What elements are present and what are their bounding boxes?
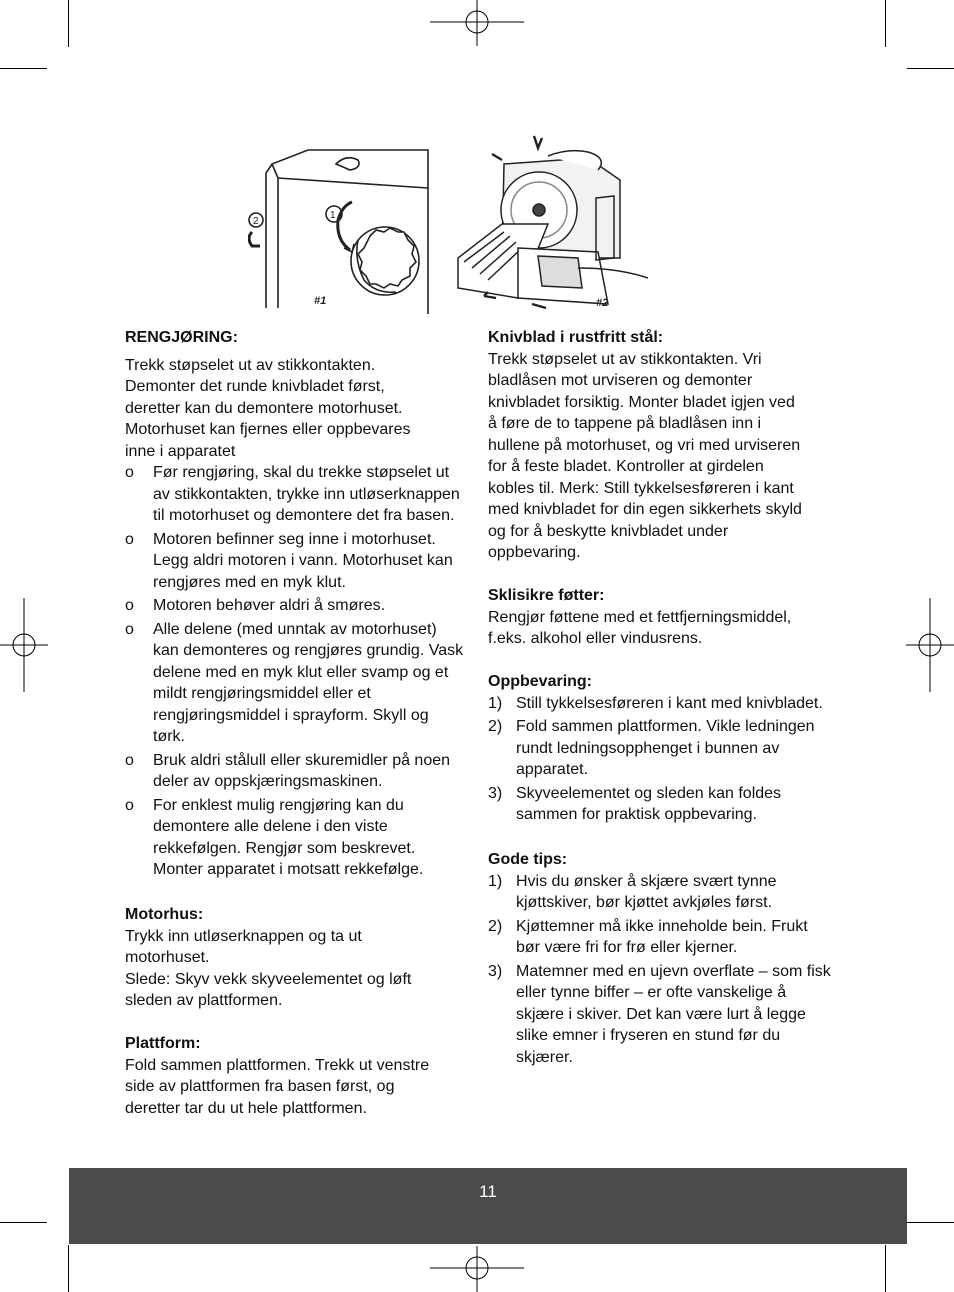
list-item-text: Skyveelementet og sleden kan foldes sammen for praktisk oppbevaring. bbox=[516, 784, 782, 823]
knivblad-line: kobles til. Merk: Still tykkelsesføreren i kant bbox=[488, 479, 794, 497]
sklisikre-line: f.eks. alkohol eller vindusrens. bbox=[488, 630, 703, 647]
list-number: 3) bbox=[488, 784, 503, 802]
motor-housing-drawing bbox=[249, 150, 428, 314]
knivblad-line: bladlåsen mot urviseren og demonter bbox=[488, 372, 753, 389]
list-item-text: For enklest mulig rengjøring kan du demontere alle delene i den viste rekkefølgen. Rengjør som beskrevet. Monter apparatet i motsatt rekkefølge. bbox=[153, 796, 424, 878]
motorhus-line: motorhuset. bbox=[125, 949, 210, 966]
rengjoring-intro-line: Motorhuset kan fjernes eller oppbevares bbox=[125, 421, 411, 438]
list-item bbox=[488, 693, 833, 715]
list-item bbox=[488, 871, 833, 914]
page-footer bbox=[69, 1168, 907, 1244]
knivblad-line: oppbevaring. bbox=[488, 544, 581, 561]
knivblad-line: med knivbladet for din egen sikkerhets skyld bbox=[488, 501, 802, 518]
bullet-marker: o bbox=[125, 751, 134, 769]
list-item-text: Motoren befinner seg inne i motorhuset. Legg aldri motoren i vann. Motorhuset kan rengjøres med en myk klut. bbox=[153, 530, 453, 591]
list-item-text: Matemner med en ujevn overflate – som fisk eller tynne biffer – er ofte vanskelige å skjære i skiver. Det kan være lurt å legge slike emner i fryseren en stund før du skjærer. bbox=[516, 962, 831, 1066]
list-item bbox=[488, 961, 833, 1069]
left-column bbox=[125, 327, 465, 1119]
registration-mark-bottom bbox=[430, 1246, 524, 1292]
knivblad-line: for å feste bladet. Kontroller at girdelen bbox=[488, 458, 764, 475]
disassembly-illustration bbox=[248, 128, 648, 314]
bullet-marker: o bbox=[125, 620, 134, 638]
list-number: 3) bbox=[488, 962, 503, 980]
bullet-marker: o bbox=[125, 796, 134, 814]
list-item-text: Alle delene (med unntak av motorhuset) kan demonteres og rengjøres grundig. Vask delene med en myk klut eller svamp og et mildt rengjøringsmiddel eller et rengjøringsmiddel i sprayform. Skyll og tørk. bbox=[153, 620, 464, 745]
list-item bbox=[125, 595, 465, 617]
step-2-text: 2 bbox=[253, 216, 259, 227]
plattform-line: deretter tar du ut hele plattformen. bbox=[125, 1099, 367, 1117]
motorhus-line: Trykk inn utløserknappen og ta ut bbox=[125, 927, 362, 945]
list-item bbox=[125, 795, 465, 881]
registration-mark-top bbox=[430, 0, 524, 46]
rengjoring-list bbox=[125, 462, 465, 881]
figure-label-1: #1 bbox=[314, 295, 327, 307]
list-item bbox=[125, 750, 465, 793]
figure-label-2: #2 bbox=[596, 297, 609, 309]
registration-mark-left bbox=[0, 598, 48, 692]
rengjoring-intro-line: Trekk støpselet ut av stikkontakten. bbox=[125, 356, 376, 374]
list-item bbox=[488, 783, 833, 826]
plattform-heading: Plattform: bbox=[125, 1035, 201, 1052]
crop-mark bbox=[885, 1245, 886, 1292]
sklisikre-heading: Sklisikre føtter: bbox=[488, 587, 605, 604]
list-number: 2) bbox=[488, 917, 503, 935]
crop-mark bbox=[907, 68, 954, 69]
registration-mark-right bbox=[906, 598, 954, 692]
motorhus-line: sleden av plattformen. bbox=[125, 992, 283, 1009]
list-item bbox=[125, 462, 465, 527]
rengjoring-intro-line: Demonter det runde knivbladet først, bbox=[125, 378, 385, 395]
knivblad-line: å føre de to tappene på bladlåsen inn i bbox=[488, 415, 762, 432]
list-item-text: Motoren behøver aldri å smøres. bbox=[153, 597, 386, 614]
list-item-text: Fold sammen plattformen. Vikle ledningen rundt ledningsopphenget i bunnen av apparatet. bbox=[516, 718, 815, 778]
oppbevaring-heading: Oppbevaring: bbox=[488, 673, 593, 690]
crop-mark bbox=[0, 1222, 47, 1223]
list-number: 1) bbox=[488, 872, 503, 890]
rengjoring-intro-line: deretter kan du demontere motorhuset. bbox=[125, 399, 403, 417]
knivblad-line: hullene på motorhuset, og vri med urviseren bbox=[488, 436, 801, 454]
knivblad-line: knivbladet forsiktig. Monter bladet igjen ved bbox=[488, 393, 795, 411]
list-item-text: Still tykkelsesføreren i kant med knivbladet. bbox=[516, 694, 823, 712]
blade-platform-drawing bbox=[458, 136, 648, 308]
list-item-text: Kjøttemner må ikke inneholde bein. Frukt bør være fri for frø eller kjerner. bbox=[516, 917, 808, 956]
crop-mark bbox=[68, 0, 69, 47]
list-item-text: Bruk aldri stålull eller skuremidler på noen deler av oppskjæringsmaskinen. bbox=[153, 751, 451, 790]
tips-list bbox=[488, 871, 833, 1069]
sklisikre-line: Rengjør føttene med et fettfjerningsmiddel, bbox=[488, 608, 792, 626]
rengjoring-heading: RENGJØRING: bbox=[125, 329, 238, 346]
page-number: 11 bbox=[479, 1182, 497, 1201]
crop-mark bbox=[907, 1222, 954, 1223]
list-number: 2) bbox=[488, 718, 503, 735]
bullet-marker: o bbox=[125, 597, 134, 614]
plattform-line: Fold sammen plattformen. Trekk ut venstre bbox=[125, 1056, 430, 1074]
list-number: 1) bbox=[488, 694, 503, 712]
step-1-text: 1 bbox=[330, 210, 336, 221]
plattform-line: side av plattformen fra basen først, og bbox=[125, 1078, 395, 1095]
oppbevaring-list bbox=[488, 693, 833, 826]
list-item bbox=[125, 529, 465, 594]
crop-mark bbox=[0, 68, 47, 69]
crop-mark bbox=[68, 1245, 69, 1292]
list-item-text: Før rengjøring, skal du trekke støpselet ut av stikkontakten, trykke inn utløserknappen til motorhuset og demontere det fra basen. bbox=[153, 464, 460, 524]
bullet-marker: o bbox=[125, 464, 134, 481]
list-item bbox=[125, 619, 465, 748]
bullet-marker: o bbox=[125, 530, 134, 548]
list-item bbox=[488, 716, 833, 781]
motorhus-heading: Motorhus: bbox=[125, 906, 204, 923]
right-column bbox=[488, 327, 833, 1070]
knivblad-heading: Knivblad i rustfritt stål: bbox=[488, 329, 664, 346]
crop-mark bbox=[885, 0, 886, 47]
list-item bbox=[488, 916, 833, 959]
tips-heading: Gode tips: bbox=[488, 851, 568, 868]
rengjoring-intro-line: inne i apparatet bbox=[125, 442, 236, 460]
knivblad-line: Trekk støpselet ut av stikkontakten. Vri bbox=[488, 350, 762, 368]
knivblad-line: og for å beskytte knivbladet under bbox=[488, 522, 729, 540]
list-item-text: Hvis du ønsker å skjære svært tynne kjøttskiver, bør kjøttet avkjøles først. bbox=[516, 872, 777, 911]
motorhus-line: Slede: Skyv vekk skyveelementet og løft bbox=[125, 970, 412, 988]
